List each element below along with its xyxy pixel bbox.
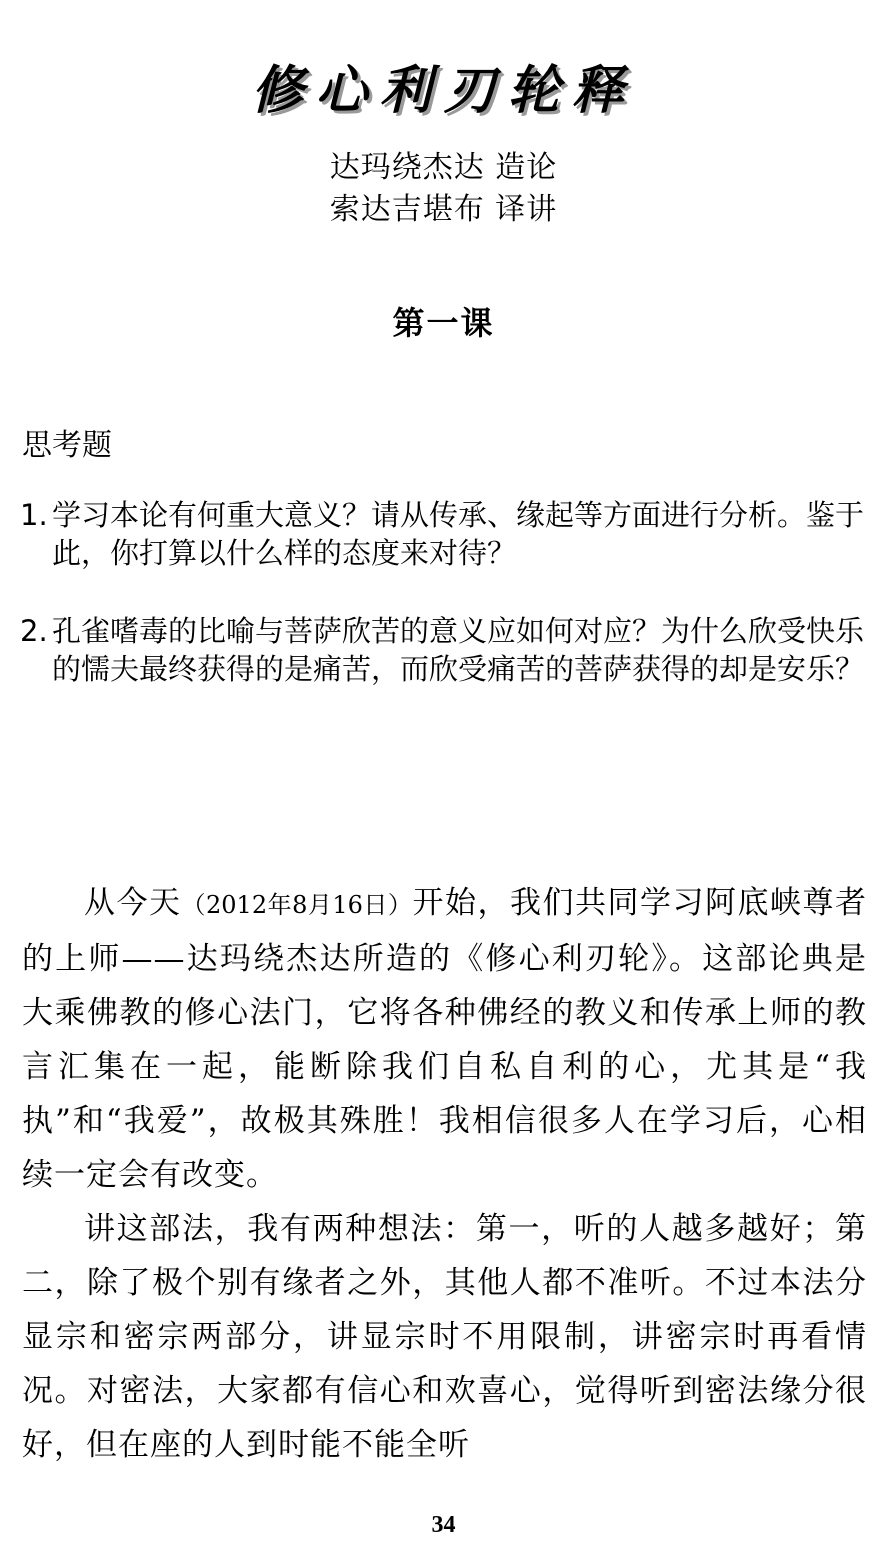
questions-heading: 思考题 bbox=[22, 428, 112, 463]
page-number: 34 bbox=[431, 1512, 456, 1538]
question-item bbox=[20, 496, 870, 572]
question-number: 1. bbox=[20, 498, 48, 532]
lesson-heading: 第一课 bbox=[392, 304, 495, 342]
date-note: （2012年8月16日） bbox=[181, 891, 413, 919]
question-text: 学习本论有何重大意义？请从传承、缘起等方面进行分析。鉴于此，你打算以什么样的态度来对待？ bbox=[52, 498, 865, 570]
body-paragraph bbox=[22, 876, 867, 1202]
translator-credit: 索达吉堪布 译讲 bbox=[329, 192, 558, 227]
paragraph-rest: 开始，我们共同学习阿底峡尊者的上师——达玛绕杰达所造的《修心利刃轮》。这部论典是大乘佛教的修心法门，它将各种佛经的教义和传承上师的教言汇集在一起，能断除我们自私自利的心，尤其是“我执”和“我爱”，故极其殊胜！我相信很多人在学习后，心相续一定会有改变。 bbox=[22, 885, 868, 1193]
composer-credit: 达玛绕杰达 造论 bbox=[329, 150, 558, 185]
body-text bbox=[22, 876, 867, 1472]
question-text: 孔雀嗜毒的比喻与菩萨欣苦的意义应如何对应？为什么欣受快乐的懦夫最终获得的是痛苦，而欣受痛苦的菩萨获得的却是安乐？ bbox=[52, 614, 865, 686]
book-title: 修心利刃轮释 bbox=[251, 61, 636, 121]
body-paragraph: 讲这部法，我有两种想法：第一，听的人越多越好；第二，除了极个别有缘者之外，其他人都不准听。不过本法分显宗和密宗两部分，讲显宗时不用限制，讲密宗时再看情况。对密法，大家都有信心和欢喜心，觉得听到密法缘分很好，但在座的人到时能不能全听 bbox=[22, 1211, 867, 1463]
question-number: 2. bbox=[20, 614, 48, 648]
question-item bbox=[20, 612, 870, 688]
paragraph-opening: 从今天 bbox=[84, 885, 182, 921]
